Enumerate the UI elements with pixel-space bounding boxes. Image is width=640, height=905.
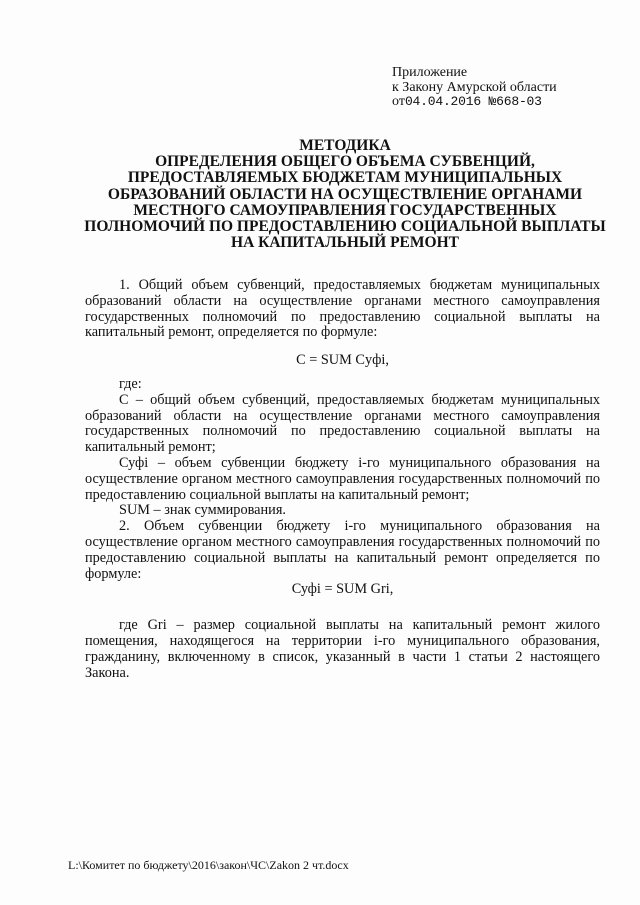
file-path-footer: L:\Комитет по бюджету\2016\закон\ЧС\Zakon 2 чт.docx [68, 858, 349, 872]
where-label: где: [119, 375, 142, 392]
title-line: ПОЛНОМОЧИЙ ПО ПРЕДОСТАВЛЕНИЮ СОЦИАЛЬНОЙ ВЫПЛАТЫ [84, 218, 606, 236]
definition-cyfi: Суфi – объем субвенции бюджету i-го муниципального образования на осуществление органом местного самоуправления государственных полномочий по предоставлению социальной выплаты на капитальный ремонт; [85, 454, 600, 503]
definition-sum: SUM – знак суммирования. [119, 502, 286, 519]
title-line: ПРЕДОСТАВЛЯЕМЫХ БЮДЖЕТАМ МУНИЦИПАЛЬНЫХ [127, 169, 563, 187]
title-line: ОБРАЗОВАНИЙ ОБЛАСТИ НА ОСУЩЕСТВЛЕНИЕ ОРГАНАМИ [107, 185, 583, 203]
document-title [80, 138, 610, 251]
appendix-date-number: 04.04.2016 №668-03 [404, 94, 542, 109]
title-line: ОПРЕДЕЛЕНИЯ ОБЩЕГО ОБЪЕМА СУБВЕНЦИЙ, [155, 153, 535, 171]
title-line: НА КАПИТАЛЬНЫЙ РЕМОНТ [231, 234, 459, 252]
appendix-label: Приложение [392, 65, 468, 80]
document-body [85, 278, 600, 681]
paragraph-2: 2. Объем субвенции бюджету i-го муниципального образования на осуществление органом местного самоуправления государственных полномочий по предоставлению социальной выплаты на капитальный ремонт определяется по формуле: [85, 518, 600, 582]
definition-gri: где Gri – размер социальной выплаты на капитальный ремонт жилого помещения, находящегося на территории i-го муниципального образования, гражданину, включенному в список, указанный в части 1 статьи 2 настоящего Закона. [85, 617, 600, 681]
title-line: МЕСТНОГО САМОУПРАВЛЕНИЯ ГОСУДАРСТВЕННЫХ [133, 201, 557, 219]
title-line: МЕТОДИКА [299, 137, 391, 154]
formula-subvention: Суфi = SUM Gri, [291, 581, 394, 598]
appendix-header [392, 66, 557, 110]
appendix-date-line [392, 95, 557, 110]
appendix-law-ref: к Закону Амурской области [392, 79, 557, 95]
appendix-from: от [392, 94, 405, 109]
paragraph-1: 1. Общий объем субвенций, предоставляемых бюджетам муниципальных образований области на осуществление органами местного самоуправления государственных полномочий по предоставлению социальной выплаты на капитальный ремонт, определяется по формуле: [85, 277, 600, 341]
formula-total: C = SUM Cyфi, [296, 352, 389, 369]
definition-c: С – общий объем субвенций, предоставляемых бюджетам муниципальных образований области на осуществление органами местного самоуправления государственных полномочий по предоставлению социальной выплаты на капитальный ремонт; [85, 391, 600, 456]
